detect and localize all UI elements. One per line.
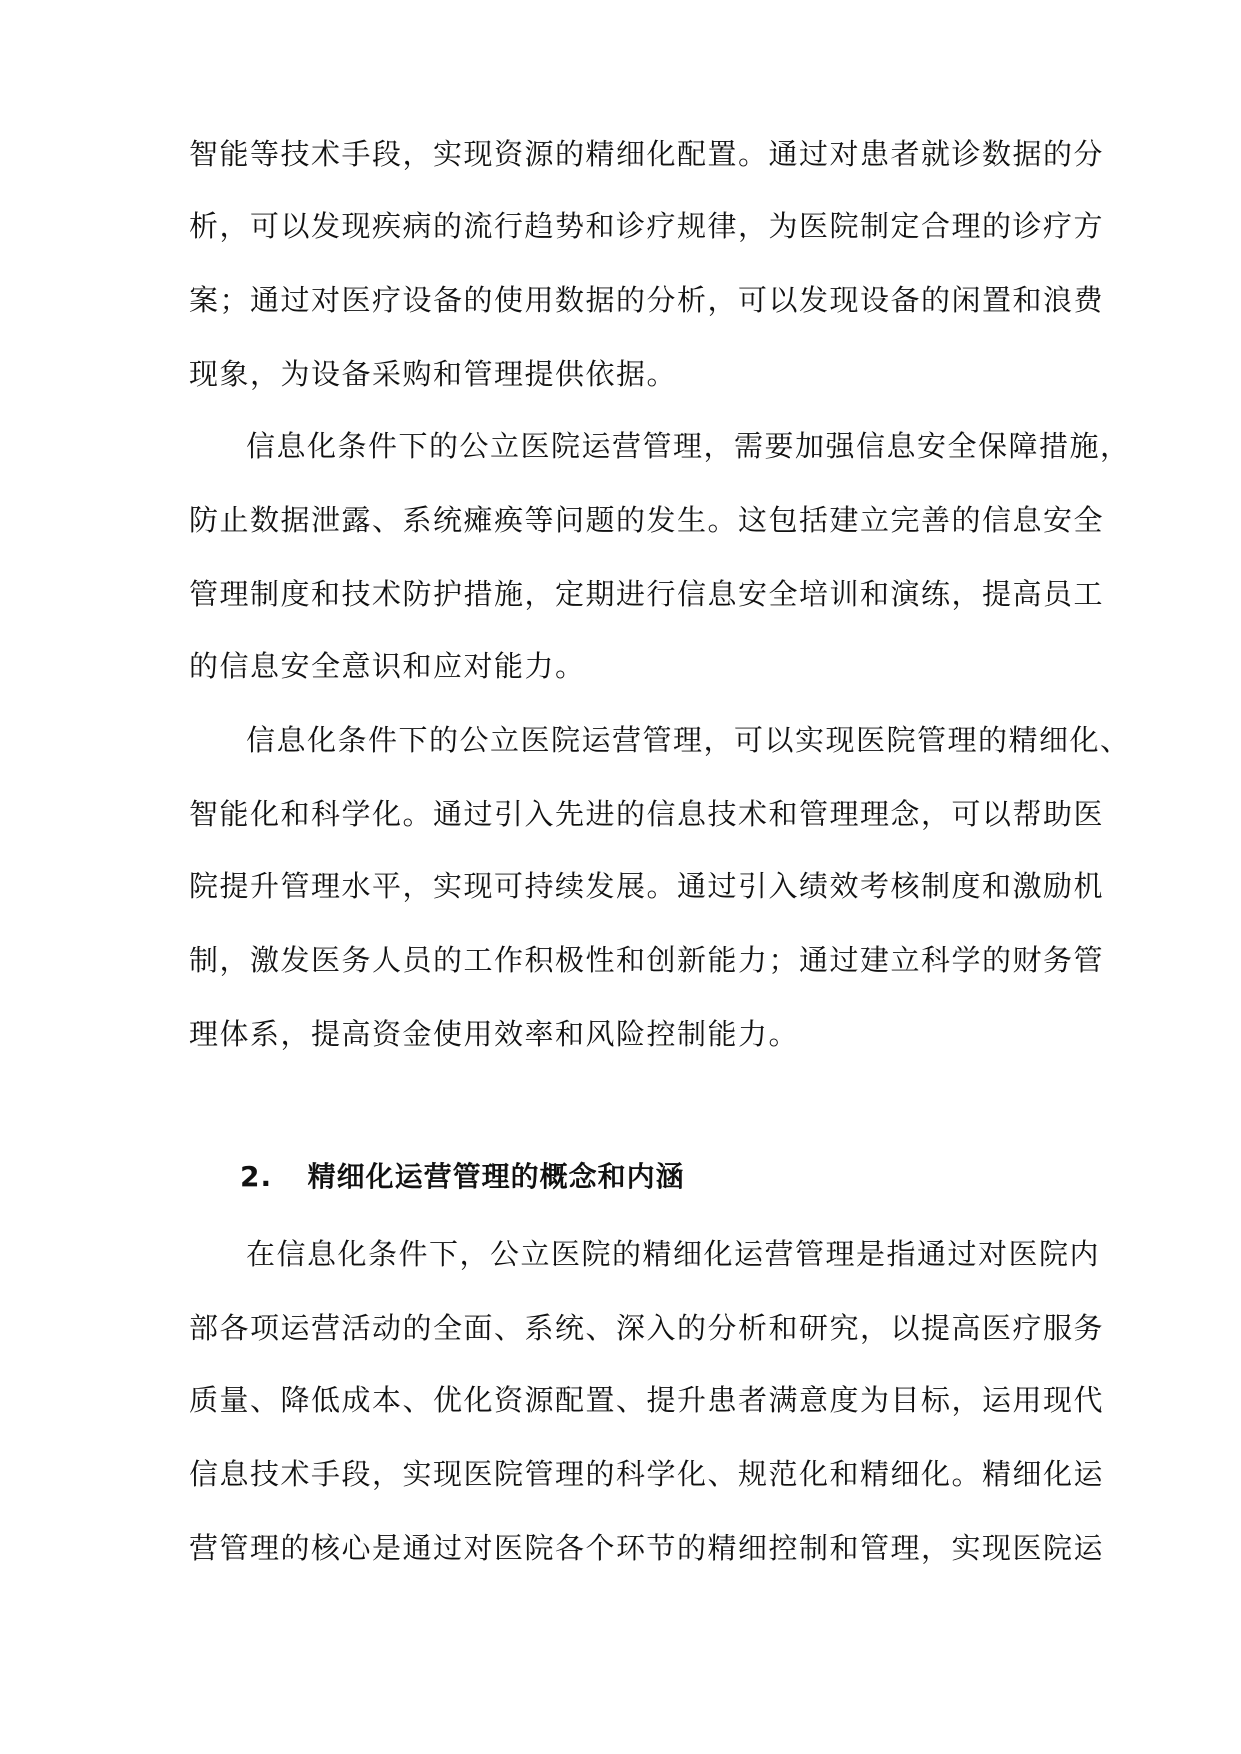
paragraph-3-line-4: 制，激发医务人员的工作积极性和创新能力；通过建立科学的财务管 (189, 943, 1105, 977)
paragraph-3-line-5: 理体系，提高资金使用效率和风险控制能力。 (189, 1017, 800, 1051)
section-paragraph-line-3: 质量、降低成本、优化资源配置、提升患者满意度为目标，运用现代 (189, 1383, 1105, 1417)
section-heading (240, 1157, 685, 1197)
paragraph-2-line-2: 防止数据泄露、系统瘫痪等问题的发生。这包括建立完善的信息安全 (189, 503, 1105, 537)
paragraph-1-line-1: 智能等技术手段，实现资源的精细化配置。通过对患者就诊数据的分 (189, 137, 1105, 171)
paragraph-3-line-3: 院提升管理水平，实现可持续发展。通过引入绩效考核制度和激励机 (189, 869, 1105, 903)
section-title: 精细化运营管理的概念和内涵 (307, 1160, 685, 1193)
section-paragraph-line-1: 在信息化条件下，公立医院的精细化运营管理是指通过对医院内 (246, 1237, 1101, 1271)
section-number: 2. (240, 1160, 273, 1193)
section-paragraph-line-5: 营管理的核心是通过对医院各个环节的精细控制和管理，实现医院运 (189, 1531, 1105, 1565)
paragraph-2-line-1: 信息化条件下的公立医院运营管理，需要加强信息安全保障措施， (246, 429, 1131, 463)
section-paragraph-line-2: 部各项运营活动的全面、系统、深入的分析和研究，以提高医疗服务 (189, 1311, 1105, 1345)
paragraph-3-line-2: 智能化和科学化。通过引入先进的信息技术和管理理念，可以帮助医 (189, 797, 1105, 831)
paragraph-3-line-1: 信息化条件下的公立医院运营管理，可以实现医院管理的精细化、 (246, 723, 1131, 757)
paragraph-2-line-3: 管理制度和技术防护措施，定期进行信息安全培训和演练，提高员工 (189, 577, 1105, 611)
paragraph-1-line-2: 析，可以发现疾病的流行趋势和诊疗规律，为医院制定合理的诊疗方 (189, 209, 1105, 243)
section-paragraph-line-4: 信息技术手段，实现医院管理的科学化、规范化和精细化。精细化运 (189, 1457, 1105, 1491)
paragraph-2-line-4: 的信息安全意识和应对能力。 (189, 649, 586, 683)
paragraph-1-line-3: 案；通过对医疗设备的使用数据的分析，可以发现设备的闲置和浪费 (189, 283, 1105, 317)
paragraph-1-line-4: 现象，为设备采购和管理提供依据。 (189, 357, 678, 391)
